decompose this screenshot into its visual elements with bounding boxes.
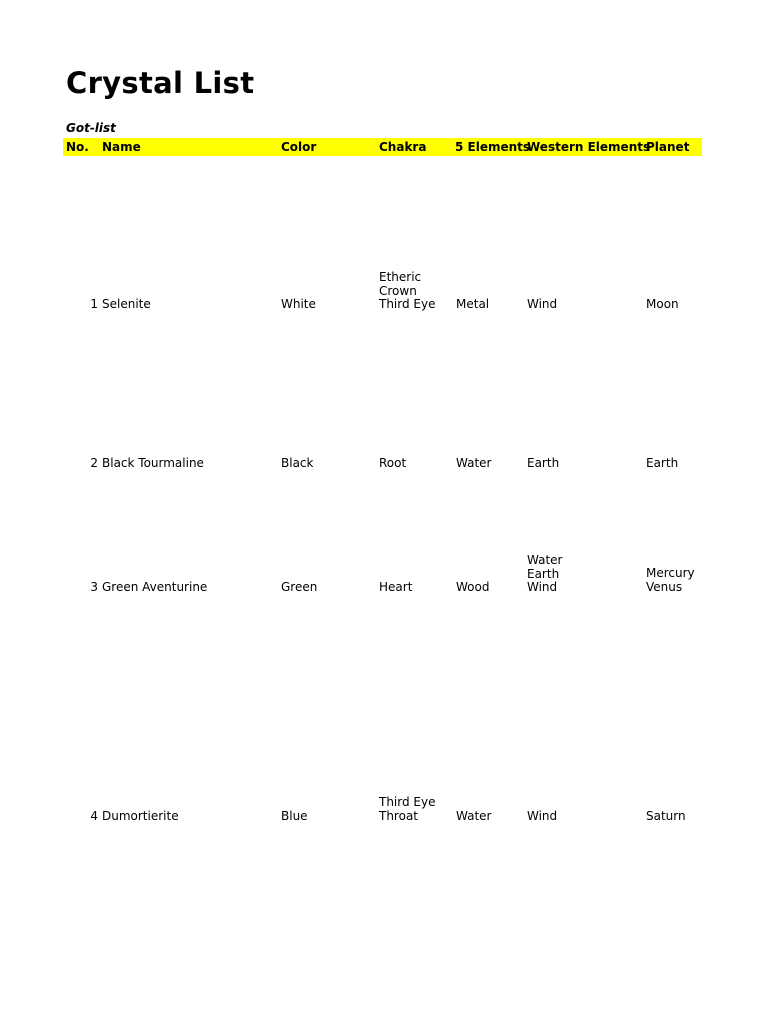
chakra-line: Crown — [379, 283, 417, 298]
crystal-planet: Moon — [646, 297, 679, 311]
crystal-name: Selenite — [102, 297, 151, 311]
row-number: 2 — [90, 456, 98, 470]
crystal-name: Dumortierite — [102, 809, 179, 823]
crystal-chakra — [379, 796, 436, 823]
crystal-five-element: Wood — [456, 580, 490, 594]
row-number: 4 — [90, 809, 98, 823]
crystal-chakra — [379, 271, 436, 312]
crystal-color: Black — [281, 456, 314, 470]
crystal-five-element: Metal — [456, 297, 490, 311]
chakra-line: Third Eye — [379, 297, 436, 311]
crystal-western-element — [527, 554, 562, 595]
crystal-chakra: Heart — [379, 580, 413, 594]
crystal-color: Green — [281, 580, 318, 594]
crystal-planet: Saturn — [646, 809, 686, 823]
header-chakra: Chakra — [379, 140, 427, 154]
row-number: 1 — [90, 297, 98, 311]
crystal-five-element: Water — [456, 809, 492, 823]
crystal-color: White — [281, 297, 316, 311]
planet-line: Venus — [646, 579, 683, 594]
header-western-elements: Western Elements — [527, 140, 651, 154]
header-five-elements: 5 Elements — [455, 140, 531, 154]
header-planet: Planet — [646, 140, 690, 154]
crystal-name: Black Tourmaline — [102, 456, 204, 470]
crystal-name: Green Aventurine — [102, 580, 208, 594]
chakra-line: Throat — [379, 808, 419, 823]
crystal-western-element: Wind — [527, 297, 558, 311]
crystal-western-element: Wind — [527, 809, 558, 823]
row-number: 3 — [90, 580, 98, 594]
crystal-planet: Earth — [646, 456, 679, 470]
page-title: Crystal List — [66, 66, 255, 100]
western-element-line: Water — [527, 553, 563, 567]
chakra-line: Etheric — [379, 270, 422, 284]
header-color: Color — [281, 140, 317, 154]
planet-line: Mercury — [646, 566, 695, 580]
crystal-western-element: Earth — [527, 456, 560, 470]
crystal-planet — [646, 567, 695, 594]
western-element-line: Wind — [527, 580, 558, 594]
crystal-chakra: Root — [379, 456, 407, 470]
list-subtitle: Got-list — [66, 121, 116, 135]
header-name: Name — [102, 140, 141, 154]
western-element-line: Earth — [527, 566, 560, 581]
crystal-five-element: Water — [456, 456, 492, 470]
chakra-line: Third Eye — [379, 795, 436, 809]
crystal-color: Blue — [281, 809, 308, 823]
header-no: No. — [66, 140, 89, 154]
